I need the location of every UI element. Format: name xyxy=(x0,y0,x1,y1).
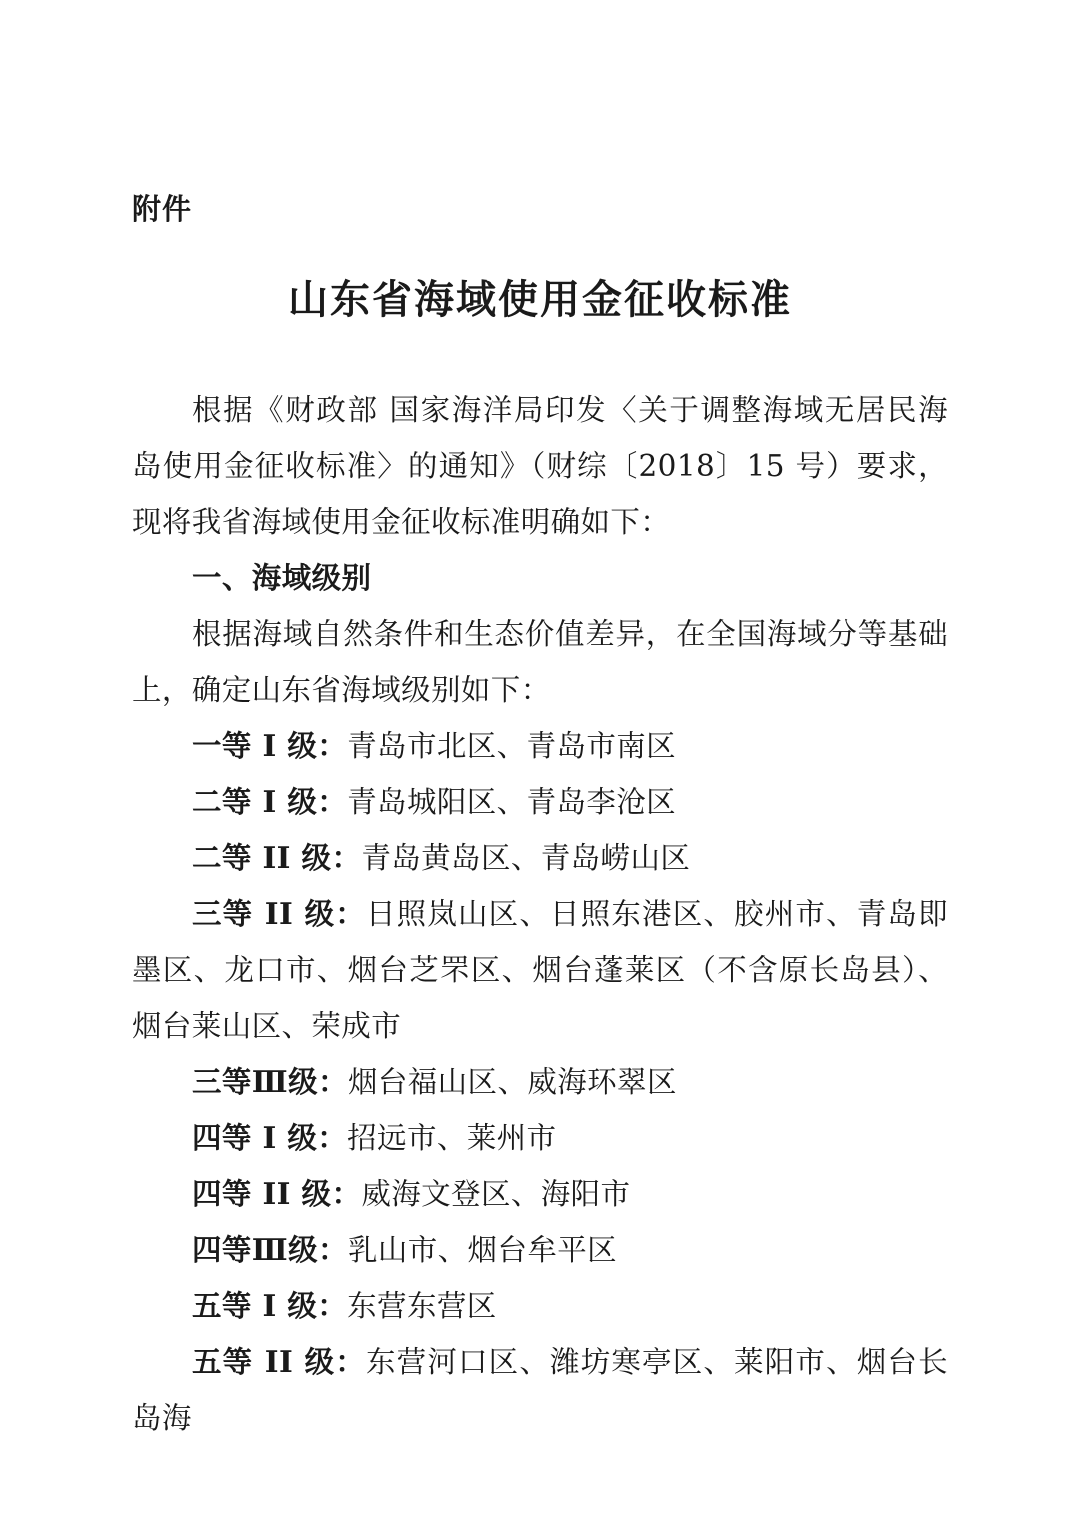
level-label: 三等Ⅲ级： xyxy=(192,1064,348,1099)
section-one-intro: 根据海域自然条件和生态价值差异，在全国海域分等基础上，确定山东省海域级别如下： xyxy=(132,617,948,707)
level-value: 青岛市北区、青岛市南区 xyxy=(347,729,677,763)
level-label: 二等 II 级： xyxy=(192,840,362,875)
level-value: 烟台福山区、威海环翠区 xyxy=(347,1065,677,1099)
level-item xyxy=(132,1278,948,1334)
level-item xyxy=(132,1334,948,1446)
level-value: 乳山市、烟台牟平区 xyxy=(347,1233,618,1267)
level-item xyxy=(132,886,948,1054)
level-label: 三等 II 级： xyxy=(192,896,366,931)
level-label: 四等 I 级： xyxy=(192,1120,348,1155)
level-value: 招远市、莱州市 xyxy=(347,1121,557,1155)
level-value: 东营东营区 xyxy=(347,1289,497,1323)
level-list xyxy=(132,718,948,1446)
level-item xyxy=(132,1166,948,1222)
level-value: 青岛城阳区、青岛李沧区 xyxy=(347,785,677,819)
level-item xyxy=(132,1110,948,1166)
level-value: 日照岚山区、日照东港区、胶州市、青岛即墨区、龙口市、烟台芝罘区、烟台蓬莱区（不含原长岛县）、烟台莱山区、荣成市 xyxy=(132,897,948,1043)
level-value: 东营河口区、潍坊寒亭区、莱阳市、烟台长岛海 xyxy=(132,1345,948,1435)
level-label: 五等 II 级： xyxy=(192,1344,366,1379)
section-heading-one: 一、海域级别 xyxy=(192,560,372,595)
level-label: 四等 II 级： xyxy=(192,1176,362,1211)
page-title: 山东省海域使用金征收标准 xyxy=(288,276,792,323)
level-value: 青岛黄岛区、青岛崂山区 xyxy=(361,841,691,875)
level-label: 五等 I 级： xyxy=(192,1288,348,1323)
level-label: 二等 I 级： xyxy=(192,784,348,819)
level-label: 四等Ⅲ级： xyxy=(192,1232,348,1267)
level-value: 威海文登区、海阳市 xyxy=(361,1177,631,1211)
level-item xyxy=(132,718,948,774)
level-item xyxy=(132,774,948,830)
level-label: 一等 I 级： xyxy=(192,728,348,763)
level-item xyxy=(132,830,948,886)
level-item xyxy=(132,1054,948,1110)
intro-paragraph: 根据《财政部 国家海洋局印发〈关于调整海域无居民海岛使用金征收标准〉的通知》（财综〔2018〕15 号）要求，现将我省海域使用金征收标准明确如下： xyxy=(132,393,948,539)
attachment-label: 附件 xyxy=(132,192,193,226)
level-item xyxy=(132,1222,948,1278)
